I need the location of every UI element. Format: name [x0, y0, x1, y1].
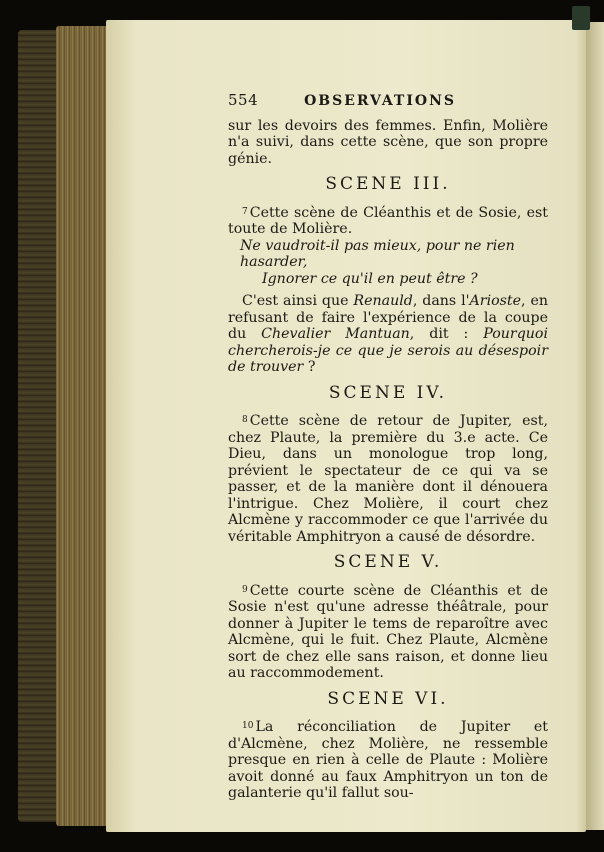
scene-heading-5: SCENE V. [333, 552, 443, 572]
facing-page-edge [586, 22, 604, 830]
page-text [228, 92, 548, 802]
note-9-text: Cette courte scène de Cléanthis et de Sosie n'est qu'une adresse théâtrale, pour donner à Jupiter le tems de reparoître avec Alcmène, qui le fuit. Chez Plaute, Alcmène sort de chez elle sans raison, et donne lieu au raccommodement. [228, 582, 548, 681]
text-run: , dans l' [412, 293, 470, 309]
note-7-continued [228, 293, 548, 376]
note-number: 8 [242, 415, 248, 425]
text-run: , en refusant de faire l'expérience de la coupe du [228, 293, 548, 342]
note-number: 9 [242, 584, 248, 595]
note-7-text: Cette scène de Cléanthis et de Sosie, est toute de Molière. [228, 204, 548, 237]
quotation: Pourquoi chercherois-je ce que je serois au désespoir de trouver [228, 326, 548, 375]
page-number: 554 [228, 91, 259, 109]
scene-heading-4: SCENE IV. [328, 382, 448, 403]
note-9 [228, 582, 548, 682]
text-run: C'est ainsi que [242, 293, 354, 309]
scene-heading-3: SCENE III. [325, 174, 451, 194]
note-8 [228, 412, 548, 545]
note-7 [228, 204, 548, 238]
text-run: , dit : [409, 326, 484, 342]
text-run: ? [303, 359, 316, 375]
scene-heading-6: SCENE VI. [327, 688, 449, 709]
book-binding [18, 30, 60, 822]
name-arioste: Arioste [469, 293, 522, 309]
note-number: 10 [242, 721, 254, 731]
note-number: 7 [242, 206, 248, 217]
running-head: OBSERVATIONS [304, 93, 456, 109]
page-header [228, 92, 548, 110]
note-10-text: La réconciliation de Jupiter et d'Alcmène, chez Molière, ne ressemble presque en rien à celle de Plaute : Molière avoit donné au faux Amphitryon un ton de galanterie qu'il fallut sou- [228, 719, 548, 801]
paragraph-continuation: sur les devoirs des femmes. Enfin, Molière n'a suivi, dans cette scène, que son propre génie. [228, 117, 548, 167]
ribbon-marker [572, 6, 590, 30]
name-renauld: Renauld [353, 293, 413, 309]
verse-line-2: Ignorer ce qu'il en peut être ? [262, 270, 478, 287]
note-8-text: Cette scène de retour de Jupiter, est, chez Plaute, la première du 3.e acte. Ce Dieu, dans un monologue trop long, prévient le spectateur de ce qui va se passer, et de la manière dont il dénouera l'intrigue. Chez Molière, il court chez Alcmène y raccommoder ce que l'arrivée du véritable Amphitryon a causé de désordre. [228, 413, 548, 545]
name-chevalier: Chevalier Mantuan [261, 326, 410, 342]
verse-line-1: Ne vaudroit-il pas mieux, pour ne rien hasarder, [240, 237, 515, 270]
note-10 [228, 718, 548, 802]
